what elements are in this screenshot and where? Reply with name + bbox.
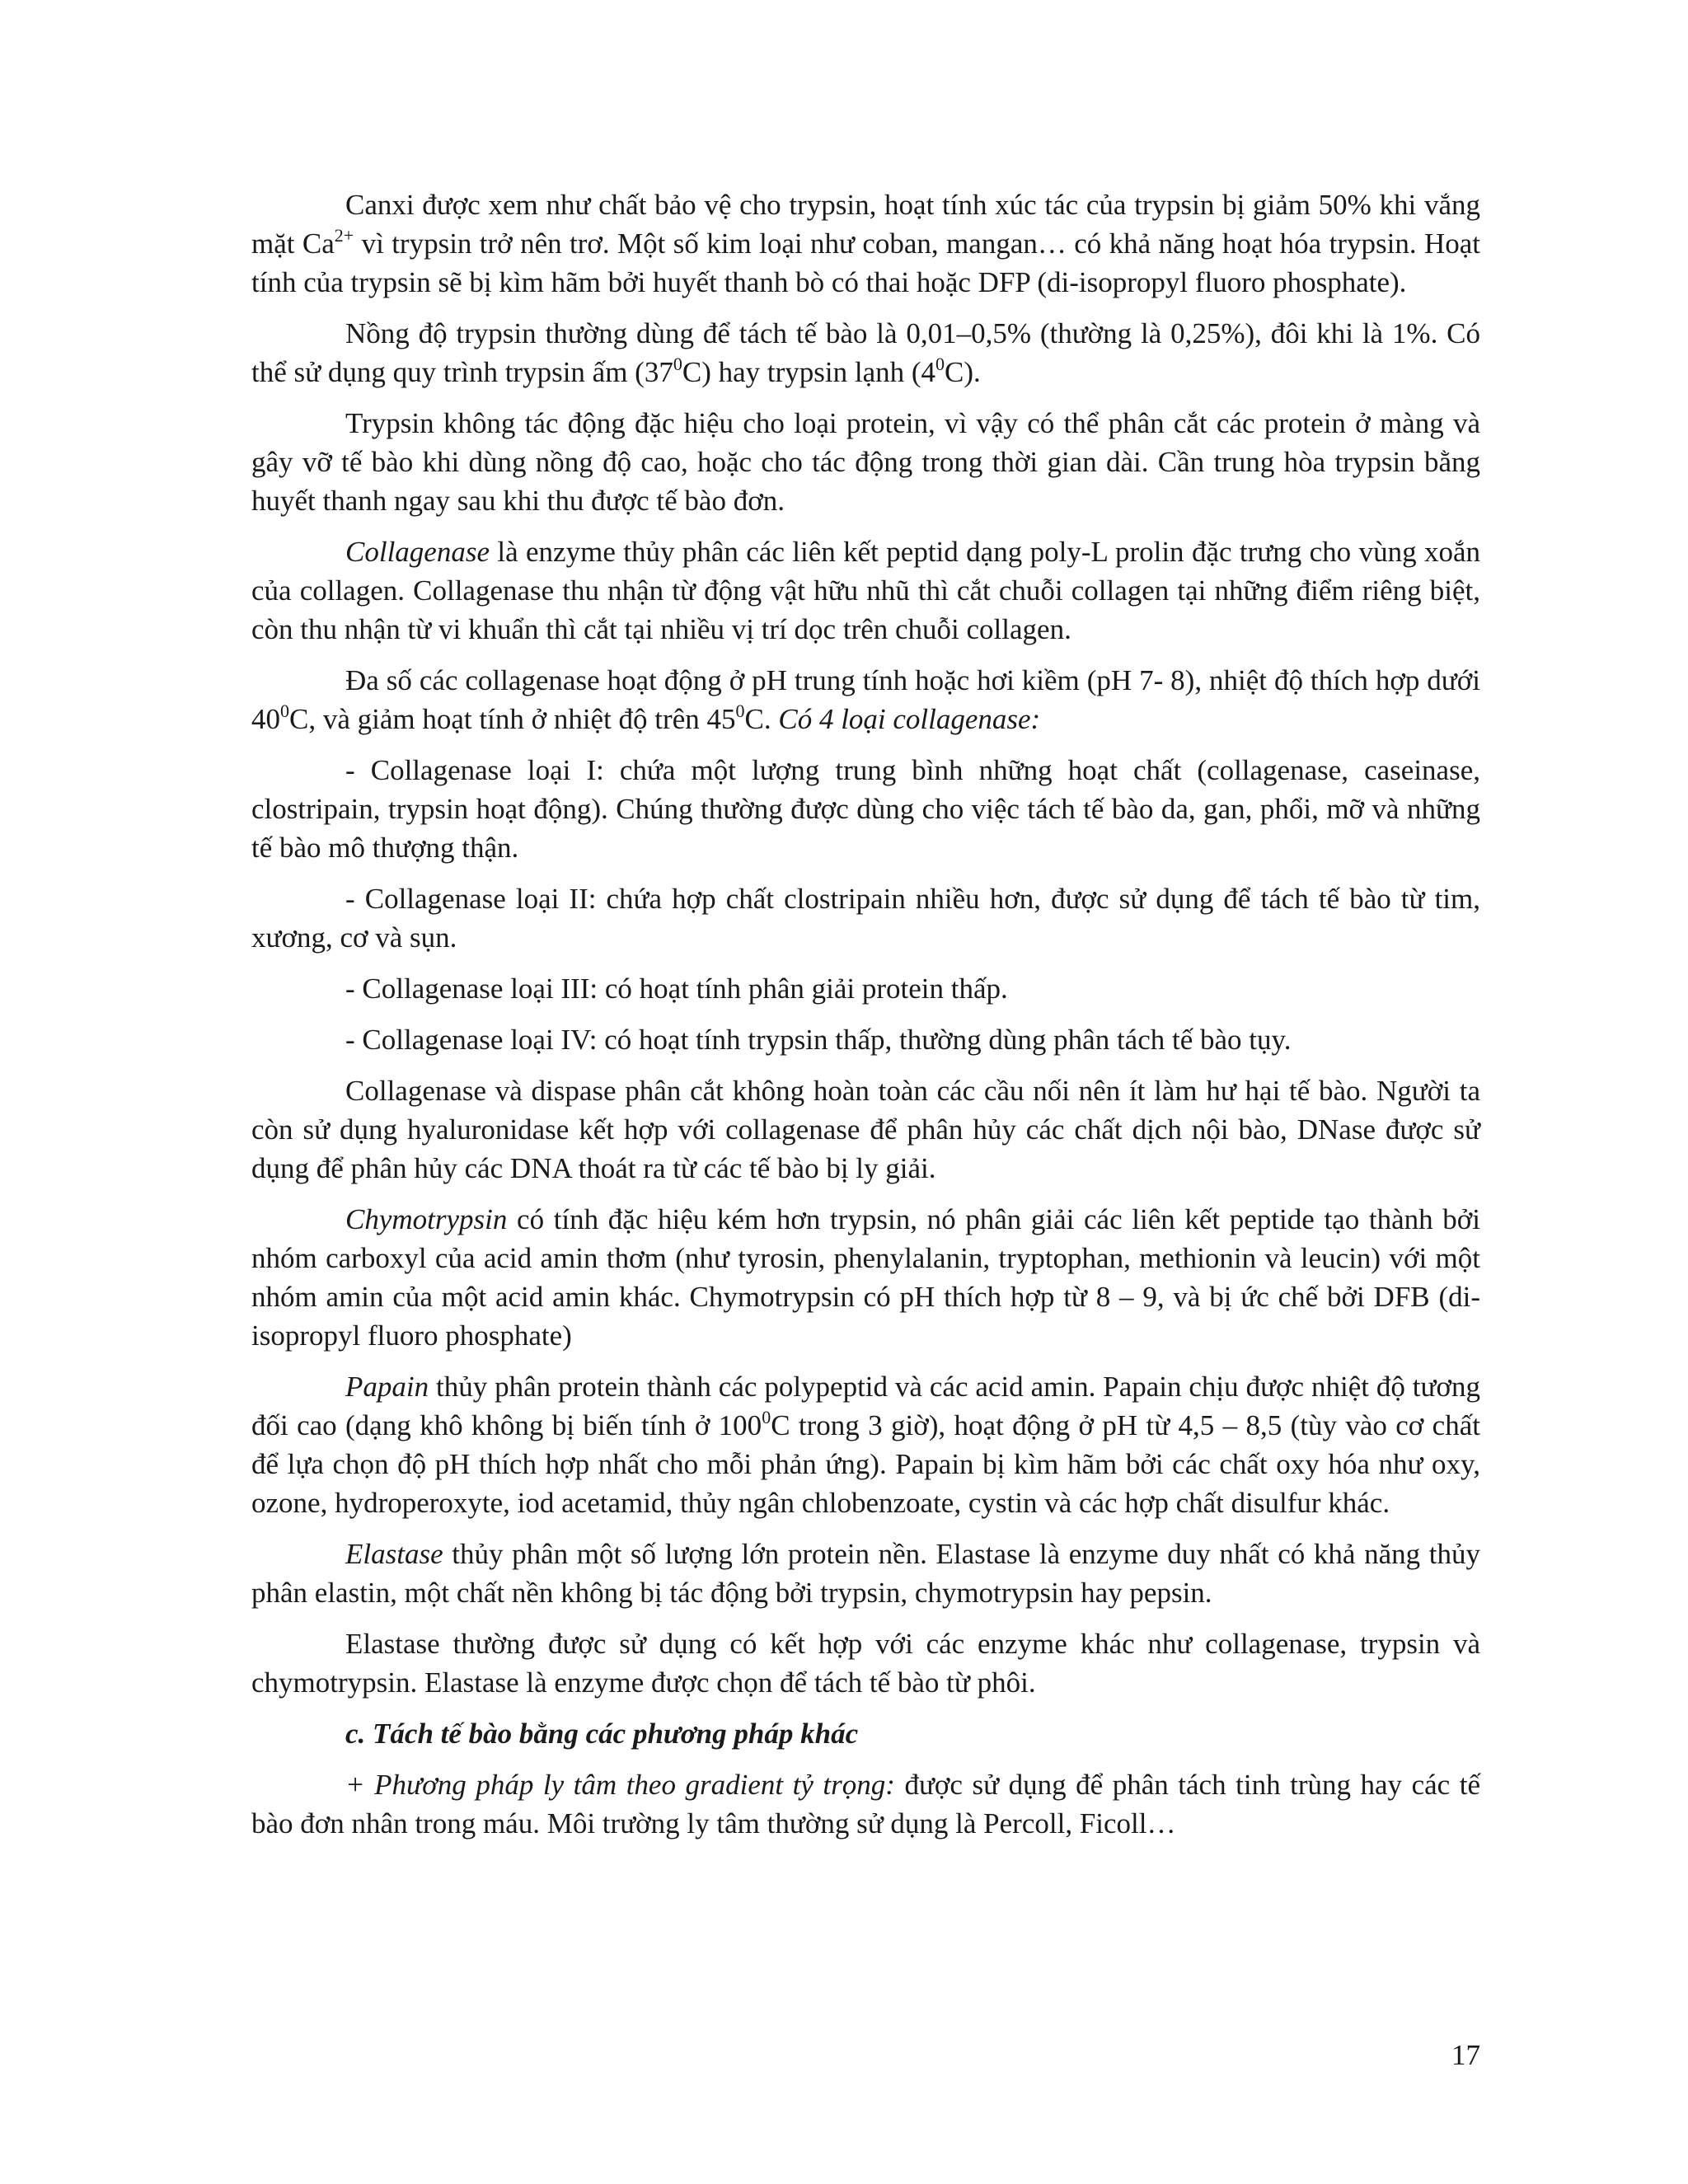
paragraph-trypsin-specificity: Trypsin không tác động đặc hiệu cho loại protein, vì vậy có thể phân cắt các protein ở màng và gây vỡ tế bào khi dùng nồng độ cao, hoặc cho tác động trong thời gian dài. Cần trung hòa trypsin bằng huyết thanh ngay sau khi thu được tế bào đơn. <box>251 407 1480 517</box>
list-item-collagenase-type-4: - Collagenase loại IV: có hoạt tính trypsin thấp, thường dùng phân tách tế bào tụy. <box>345 1024 1292 1056</box>
paragraph-collagenase: Collagenase là enzyme thủy phân các liên kết peptid dạng poly-L prolin đặc trưng cho vùng xoắn của collagen. Collagenase thu nhận từ động vật hữu nhũ thì cắt chuỗi collagen tại những điểm riêng biệt, còn thu nhận từ vi khuẩn thì cắt tại nhiều vị trí dọc trên chuỗi collagen. <box>251 536 1480 645</box>
paragraph-trypsin-concentration: Nồng độ trypsin thường dùng để tách tế bào là 0,01–0,5% (thường là 0,25%), đôi khi là 1%. Có thể sử dụng quy trình trypsin ấm $(37^0C)$ hay trypsin lạnh $(4^0C)$. <box>251 317 1480 388</box>
paragraph-collagenase-conditions: Đa số các collagenase hoạt động ở pH trung tính hoặc hơi kiềm (pH 7- 8), nhiệt độ thích hợp dưới $40^0C$, và giảm hoạt tính ở nhiệt độ trên $45^0C$. Có 4 loại collagenase: <box>251 664 1480 735</box>
paragraph-papain: Papain thủy phân protein thành các polypeptid và các acid amin. Papain chịu được nhiệt độ tương đối cao (dạng khô không bị biến tính ở $100^0C$ trong 3 giờ), hoạt động ở pH từ 4,5 – 8,5 (tùy vào cơ chất để lựa chọn độ pH thích hợp nhất cho mỗi phản ứng). Papain bị kìm hãm bởi các chất oxy hóa như oxy, ozone, hydroperoxyte, iod acetamid, thủy ngân chlobenzoate, cystin và các hợp chất disulfur khác. <box>251 1371 1480 1519</box>
list-item-collagenase-type-3: - Collagenase loại III: có hoạt tính phân giải protein thấp. <box>345 972 1008 1005</box>
list-item-collagenase-type-1: - Collagenase loại I: chứa một lượng trung bình những hoạt chất (collagenase, caseinase, clostripain, trypsin hoạt động). Chúng thường được dùng cho việc tách tế bào da, gan, phổi, mỡ và những tế bào mô thượng thận. <box>251 754 1480 864</box>
section-heading: c. Tách tế bào bằng các phương pháp khác <box>345 1718 859 1750</box>
paragraph-chymotrypsin: Chymotrypsin có tính đặc hiệu kém hơn trypsin, nó phân giải các liên kết peptide tạo thành bởi nhóm carboxyl của acid amin thơm (như tyrosin, phenylalanin, tryptophan, methionin và leucin) với một nhóm amin của một acid amin khác. Chymotrypsin có pH thích hợp từ 8 – 9, và bị ức chế bởi DFB (di-isopropyl fluoro phosphate) <box>251 1203 1480 1352</box>
paragraph-elastase-usage: Elastase thường được sử dụng có kết hợp với các enzyme khác như collagenase, trypsin và chymotrypsin. Elastase là enzyme được chọn để tách tế bào từ phôi. <box>251 1628 1480 1699</box>
paragraph-collagenase-dispase: Collagenase và dispase phân cắt không hoàn toàn các cầu nối nên ít làm hư hại tế bào. Người ta còn sử dụng hyaluronidase kết hợp với collagenase để phân hủy các chất dịch nội bào, DNase được sử dụng để phân hủy các DNA thoát ra từ các tế bào bị ly giải. <box>251 1075 1480 1184</box>
paragraph-density-gradient: + Phương pháp ly tâm theo gradient tỷ trọng: được sử dụng để phân tách tinh trùng hay các tế bào đơn nhân trong máu. Môi trường ly tâm thường sử dụng là Percoll, Ficoll… <box>251 1769 1480 1840</box>
paragraph-calcium: Canxi được xem như chất bảo vệ cho trypsin, hoạt tính xúc tác của trypsin bị giảm 50% khi vắng mặt $Ca^{2+}$ vì trypsin trở nên trơ. Một số kim loại như coban, mangan… có khả năng hoạt hóa trypsin. Hoạt tính của trypsin sẽ bị kìm hãm bởi huyết thanh bò có thai hoặc DFP (di-isopropyl fluoro phosphate). <box>251 189 1480 298</box>
paragraph-elastase: Elastase thủy phân một số lượng lớn protein nền. Elastase là enzyme duy nhất có khả năng thủy phân elastin, một chất nền không bị tác động bởi trypsin, chymotrypsin hay pepsin. <box>251 1538 1480 1609</box>
page-number: 17 <box>1451 2039 1480 2071</box>
list-item-collagenase-type-2: - Collagenase loại II: chứa hợp chất clostripain nhiều hơn, được sử dụng để tách tế bào từ tim, xương, cơ và sụn. <box>251 883 1480 954</box>
